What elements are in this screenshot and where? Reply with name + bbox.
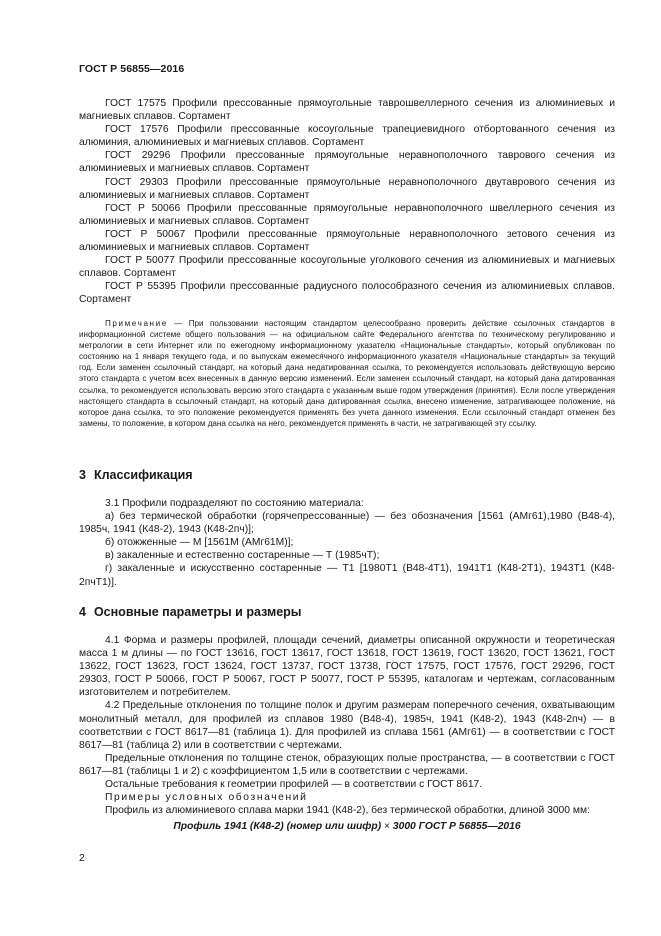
classification-item: в) закаленные и естественно состаренные — Т (1985чТ); — [105, 550, 380, 562]
document-header: ГОСТ Р 56855—2016 — [79, 63, 185, 75]
reference-item: ГОСТ Р 50067 Профили прессованные прямоугольные неравнополочного зетового сечения из алюминиевых и магниевых сплавов. Сортамент — [79, 228, 615, 254]
reference-item: ГОСТ 17576 Профили прессованные косоугольные трапециевидного отбортованного сечения из алюминия, алюминиевых и магниевых сплавов. Сортамент — [79, 124, 615, 149]
reference-item: ГОСТ 29303 Профили прессованные прямоугольные неравнополочного двутаврового сечения из алюминиевых и магниевых сплавов. Сортамент — [79, 176, 615, 201]
section-number: 3 — [79, 468, 86, 482]
classification-item: г) закаленные и искусственно состаренные — Т1 [1980Т1 (В48-4Т1), 1941Т1 (К48-2Т1), 1943Т1 (К48-2пчТ1)]. — [79, 563, 615, 588]
example-text: Профиль из алюминиевого сплава марки 1941 (К48-2), без термической обработки, длиной 3000 мм: — [105, 805, 590, 817]
parameters-section — [79, 634, 615, 832]
parameters-paragraph: Предельные отклонения по толщине стенок, образующих полые пространства, — в соответствии с ГОСТ 8617—81 (таблицы 1 и 2) с коэффициентом 1,5 или в соответствии с чертежами. — [79, 752, 615, 777]
parameters-paragraph: 4.1 Форма и размеры профилей, площади сечений, диаметры описанной окружности и теоретическая масса 1 м длины — по ГОСТ 13616, ГОСТ 13617, ГОСТ 13618, ГОСТ 13619, ГОСТ 13620, ГОСТ 13621, ГОСТ 13622, ГОСТ 13623, ГОСТ 13624, ГОСТ 13737, ГОСТ 13738, ГОСТ 17575, ГОСТ 17576, ГОСТ 29296, ГОСТ 29303, ГОСТ Р 50066, ГОСТ Р 50067, ГОСТ Р 50077, ГОСТ Р 55395, каталогам и чертежам, согласованным изготовителем и потребителем. — [79, 635, 615, 699]
classification-section — [79, 497, 615, 589]
classification-item: а) без термической обработки (горячепрессованные) — без обозначения [1561 (АМг61),1980 (В48-4), 1985ч, 1941 (К48-2), 1943 (К48-2пч)]; — [79, 511, 615, 536]
section-3-heading — [79, 468, 193, 482]
reference-item: ГОСТ 29296 Профили прессованные прямоугольные неравнополочного таврового сечения из алюминиевых и магниевых сплавов. Сортамент — [79, 150, 615, 175]
page-number: 2 — [79, 853, 85, 864]
section-title: Классификация — [93, 468, 193, 482]
designation-times: × — [381, 821, 393, 833]
reference-list — [79, 97, 615, 307]
section-number: 4 — [79, 605, 86, 619]
reference-item: ГОСТ 17575 Профили прессованные прямоугольные таврошвеллерного сечения из алюминиевых и магниевых сплавов. Сортамент — [79, 98, 615, 123]
classification-lead: 3.1 Профили подразделяют по состоянию материала: — [105, 498, 364, 509]
examples-label: Примеры условных обозначений — [105, 792, 308, 804]
reference-item: ГОСТ Р 50066 Профили прессованные прямоугольные неравнополочного швеллерного сечения из алюминиевых и магниевых сплавов. Сортамент — [79, 202, 615, 227]
section-title: Основные параметры и размеры — [93, 605, 302, 619]
designation-right: 3000 ГОСТ Р 56855—2016 — [392, 821, 521, 833]
section-4-heading — [79, 605, 302, 619]
designation-left: Профиль 1941 (К48-2) (номер или шифр) — [173, 821, 382, 833]
classification-item: б) отожженные — М [1561М (АМг61М)]; — [105, 537, 294, 549]
reference-note — [79, 318, 615, 429]
note-text: — При пользовании настоящим стандартом целесообразно проверить действие ссылочных стандартов в информационной системе общего пользования — на официальном сайте Федерального агентства по техническому регулированию и метрологии в сети Интернет или по ежегодному информационному указателю «Национальные стандарты», который опубликован по состоянию на 1 января текущего года, и по выпускам ежемесячного информационного указателя «Национальные стандарты» за текущий год. Если заменен ссылочный стандарт, на который дана недатированная ссылка, то рекомендуется использовать действующую версию этого стандарта с учетом всех внесенных в данную версию изменений. Если заменен ссылочный стандарт, на который дана датированная ссылка, то рекомендуется использовать версию этого стандарта с указанным выше годом утверждения (принятия). Если после утверждения настоящего стандарта в ссылочный стандарт, на который дана датированная ссылка, внесено изменение, затрагивающее положение, на которое дана ссылка, то это положение рекомендуется применять без учета данного изменения. Если ссылочный стандарт отменен без замены, то положение, в котором дана ссылка на него, рекомендуется применять в части, не затрагивающей эту ссылку. — [79, 319, 615, 428]
parameters-paragraph: Остальные требования к геометрии профилей — в соответствии с ГОСТ 8617. — [105, 779, 483, 791]
parameters-paragraph: 4.2 Предельные отклонения по толщине полок и другим размерам поперечного сечения, охватывающим монолитный металл, для профилей из сплавов 1980 (В48-4), 1985ч, 1941 (К48-2), 1943 (К48-2пч) — в соответствии с ГОСТ 8617—81 (таблица 1). Для профилей из сплава 1561 (АМг61) — в соответствии с ГОСТ 8617—81 (таблица 2) или в соответствии с чертежами. — [79, 700, 615, 751]
reference-item: ГОСТ Р 55395 Профили прессованные радиусного полособразного сечения из алюминиевых сплавов. Сортамент — [79, 281, 615, 306]
note-label: Примечание — [105, 319, 168, 328]
reference-item: ГОСТ Р 50077 Профили прессованные косоугольные уголкового сечения из алюминиевых и магниевых сплавов. Сортамент — [79, 255, 615, 280]
example-designation — [79, 821, 615, 832]
